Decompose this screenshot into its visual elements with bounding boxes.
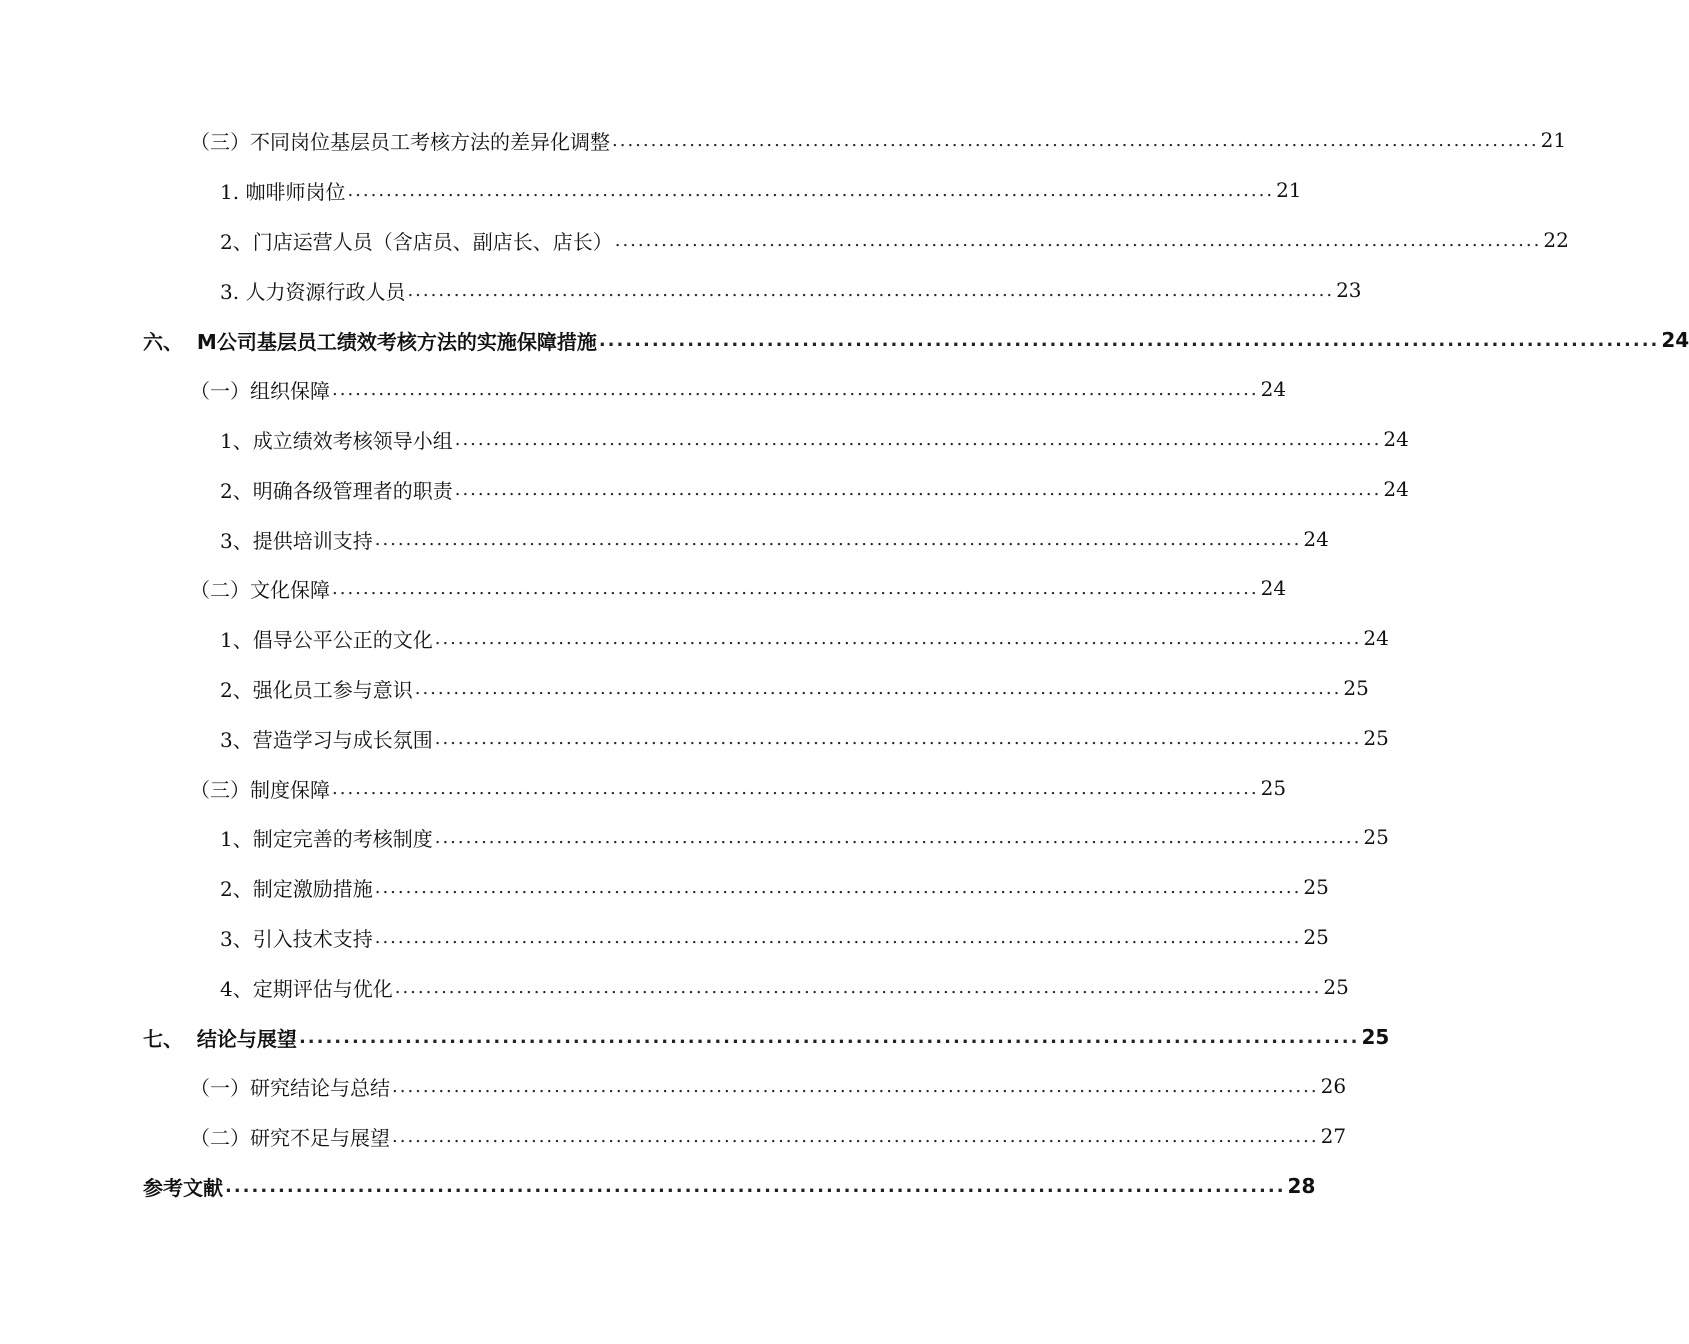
toc-leader-dots: ........................................................................................................................ — [612, 129, 1539, 151]
toc-entry[interactable] — [220, 817, 1389, 857]
toc-entry-page: 25 — [1260, 776, 1287, 800]
toc-entry-label: 3. 人力资源行政人员 — [220, 279, 406, 304]
toc-leader-dots: ........................................................................................................................ — [454, 478, 1382, 500]
toc-leader-dots: ........................................................................................................................ — [347, 179, 1275, 201]
toc-entry-page: 25 — [1323, 975, 1349, 999]
toc-chapter-entry[interactable] — [143, 320, 1689, 360]
toc-chapter-entry[interactable] — [143, 1017, 1390, 1057]
toc-entry-page: 24 — [1260, 377, 1287, 401]
toc-entry-label: 2、门店运营人员（含店员、副店长、店长） — [220, 229, 613, 254]
toc-entry-page: 23 — [1336, 278, 1362, 302]
toc-leader-dots: ........................................................................................................................ — [332, 577, 1259, 599]
toc-entry-page: 25 — [1363, 825, 1389, 849]
toc-entry-page: 27 — [1320, 1124, 1347, 1148]
toc-leader-dots: ........................................................................................................................ — [332, 378, 1259, 400]
toc-leader-dots: ........................................................................................................................ — [414, 677, 1342, 699]
toc-entry[interactable] — [190, 369, 1287, 409]
toc-entry[interactable] — [190, 1116, 1347, 1156]
toc-entry-label: 七、 结论与展望 — [143, 1026, 297, 1051]
toc-entry-page: 28 — [1287, 1174, 1316, 1198]
toc-leader-dots: ........................................................................................................................ — [598, 329, 1660, 351]
toc-entry[interactable] — [220, 917, 1329, 957]
toc-entry-label: 1. 咖啡师岗位 — [220, 179, 346, 204]
toc-leader-dots: ........................................................................................................................ — [374, 528, 1302, 550]
toc-entry-page: 26 — [1320, 1074, 1347, 1098]
toc-entry[interactable] — [220, 618, 1389, 658]
toc-entry-label: 3、营造学习与成长氛围 — [220, 727, 433, 752]
toc-entry-page: 24 — [1661, 328, 1689, 352]
toc-entry-label: 4、定期评估与优化 — [220, 976, 393, 1001]
toc-entry-label: （三）制度保障 — [190, 777, 330, 802]
toc-entry-page: 24 — [1303, 527, 1329, 551]
toc-entry-page: 25 — [1303, 925, 1329, 949]
toc-leader-dots: ........................................................................................................................ — [434, 727, 1362, 749]
toc-entry[interactable] — [190, 768, 1287, 808]
toc-leader-dots: ........................................................................................................................ — [392, 1075, 1319, 1097]
toc-entry[interactable] — [220, 270, 1362, 310]
toc-entry-page: 24 — [1383, 427, 1409, 451]
toc-leader-dots: ........................................................................................................................ — [454, 428, 1382, 450]
toc-entry-page: 24 — [1260, 576, 1287, 600]
toc-entry[interactable] — [220, 469, 1409, 509]
toc-entry-label: 1、倡导公平公正的文化 — [220, 627, 433, 652]
toc-entry-page: 25 — [1343, 676, 1369, 700]
toc-entry-label: 2、强化员工参与意识 — [220, 677, 413, 702]
toc-entry[interactable] — [220, 170, 1302, 210]
toc-entry-label: 1、成立绩效考核领导小组 — [220, 428, 453, 453]
toc-entry-page: 22 — [1543, 228, 1569, 252]
toc-entry-page: 24 — [1363, 626, 1389, 650]
toc-entry-label: （二）文化保障 — [190, 577, 330, 602]
toc-entry-label: 1、制定完善的考核制度 — [220, 826, 433, 851]
toc-entry-label: 3、引入技术支持 — [220, 926, 373, 951]
toc-entry-label: （三）不同岗位基层员工考核方法的差异化调整 — [190, 129, 610, 154]
toc-leader-dots: ........................................................................................................................ — [407, 279, 1335, 301]
toc-entry-label: 2、制定激励措施 — [220, 876, 373, 901]
toc-entry-label: （二）研究不足与展望 — [190, 1125, 390, 1150]
toc-entry-page: 25 — [1303, 875, 1329, 899]
toc-entry-label: 参考文献 — [143, 1175, 223, 1200]
toc-leader-dots: ........................................................................................................................ — [434, 627, 1362, 649]
toc-leader-dots: ........................................................................................................................ — [298, 1026, 1360, 1048]
toc-entry[interactable] — [220, 668, 1369, 708]
toc-entry-page: 21 — [1540, 128, 1567, 152]
toc-entry-page: 25 — [1363, 726, 1389, 750]
toc-entry-page: 24 — [1383, 477, 1409, 501]
toc-entry[interactable] — [190, 568, 1287, 608]
toc-entry[interactable] — [190, 1066, 1347, 1106]
toc-entry-page: 25 — [1361, 1025, 1390, 1049]
toc-entry-label: 3、提供培训支持 — [220, 528, 373, 553]
toc-leader-dots: ........................................................................................................................ — [394, 976, 1322, 998]
toc-leader-dots: ........................................................................................................................ — [332, 777, 1259, 799]
toc-entry-label: 六、 M公司基层员工绩效考核方法的实施保障措施 — [143, 329, 597, 354]
toc-chapter-entry[interactable] — [143, 1166, 1316, 1206]
toc-entry-page: 21 — [1276, 178, 1302, 202]
toc-entry[interactable] — [190, 120, 1567, 160]
toc-leader-dots: ........................................................................................................................ — [225, 1175, 1286, 1197]
toc-entry[interactable] — [220, 718, 1389, 758]
toc-entry[interactable] — [220, 867, 1329, 907]
toc-entry-label: （一）研究结论与总结 — [190, 1075, 390, 1100]
toc-entry-label: （一）组织保障 — [190, 378, 330, 403]
toc-entry[interactable] — [220, 967, 1349, 1007]
toc-leader-dots: ........................................................................................................................ — [374, 876, 1302, 898]
toc-leader-dots: ........................................................................................................................ — [434, 826, 1362, 848]
toc-entry[interactable] — [220, 220, 1569, 260]
toc-leader-dots: ........................................................................................................................ — [374, 926, 1302, 948]
toc-leader-dots: ........................................................................................................................ — [392, 1125, 1319, 1147]
toc-entry[interactable] — [220, 419, 1409, 459]
toc-entry-label: 2、明确各级管理者的职责 — [220, 478, 453, 503]
toc-leader-dots: ........................................................................................................................ — [614, 229, 1542, 251]
toc-entry[interactable] — [220, 519, 1329, 559]
